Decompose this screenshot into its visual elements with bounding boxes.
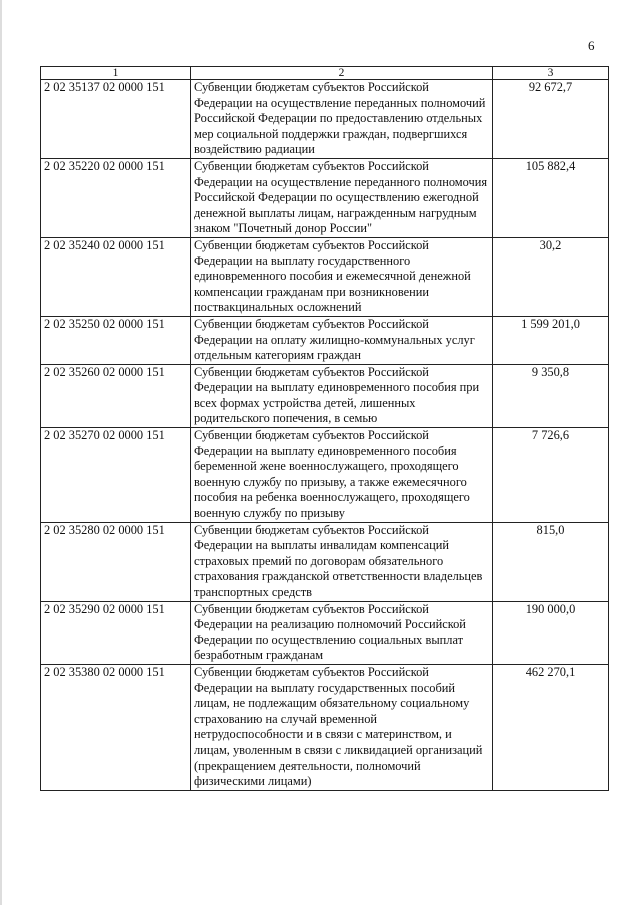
table-row [41, 316, 609, 364]
table-row [41, 80, 609, 159]
row-code: 2 02 35270 02 0000 151 [41, 428, 191, 523]
column-header-amount: 3 [493, 67, 609, 80]
row-code: 2 02 35290 02 0000 151 [41, 601, 191, 664]
table-header-row [41, 67, 609, 80]
row-code: 2 02 35137 02 0000 151 [41, 80, 191, 159]
row-amount: 462 270,1 [493, 664, 609, 790]
row-code: 2 02 35250 02 0000 151 [41, 316, 191, 364]
row-name: Субвенции бюджетам субъектов Российской Федерации на выплату государственного единовременного пособия и ежемесячной денежной компенсации гражданам при возникновении поствакцинальных осложнений [191, 237, 493, 316]
row-code: 2 02 35220 02 0000 151 [41, 158, 191, 237]
budget-table [40, 66, 609, 791]
column-header-name: 2 [191, 67, 493, 80]
row-name: Субвенции бюджетам субъектов Российской Федерации на осуществление переданного полномочия Российской Федерации по осуществлению ежегодной денежной выплаты лицам, награжденным нагрудным знаком "Почетный донор России" [191, 158, 493, 237]
table-row [41, 158, 609, 237]
row-amount: 9 350,8 [493, 364, 609, 427]
row-code: 2 02 35380 02 0000 151 [41, 664, 191, 790]
row-amount: 815,0 [493, 522, 609, 601]
table-row [41, 522, 609, 601]
row-code: 2 02 35260 02 0000 151 [41, 364, 191, 427]
table-row [41, 601, 609, 664]
table-row [41, 664, 609, 790]
row-name: Субвенции бюджетам субъектов Российской Федерации на выплату единовременного пособия при всех формах устройства детей, лишенных родительского попечения, в семью [191, 364, 493, 427]
row-name: Субвенции бюджетам субъектов Российской Федерации на выплату государственных пособий лицам, не подлежащим обязательному социальному страхованию на случай временной нетрудоспособности и в связи с материнством, и лицам, уволенным в связи с ликвидацией организаций (прекращением деятельности, полномочий физическими лицами) [191, 664, 493, 790]
row-name: Субвенции бюджетам субъектов Российской Федерации на реализацию полномочий Российской Федерации по осуществлению социальных выплат безработным гражданам [191, 601, 493, 664]
row-amount: 105 882,4 [493, 158, 609, 237]
row-amount: 7 726,6 [493, 428, 609, 523]
row-amount: 92 672,7 [493, 80, 609, 159]
row-name: Субвенции бюджетам субъектов Российской Федерации на осуществление переданных полномочий Российской Федерации по предоставлению отдельных мер социальной поддержки граждан, подвергшихся воздействию радиации [191, 80, 493, 159]
table-row [41, 237, 609, 316]
row-name: Субвенции бюджетам субъектов Российской Федерации на выплаты инвалидам компенсаций страховых премий по договорам обязательного страхования гражданской ответственности владельцев транспортных средств [191, 522, 493, 601]
scan-edge [0, 0, 2, 905]
row-name: Субвенции бюджетам субъектов Российской Федерации на оплату жилищно-коммунальных услуг отдельным категориям граждан [191, 316, 493, 364]
row-amount: 190 000,0 [493, 601, 609, 664]
table-row [41, 428, 609, 523]
row-amount: 30,2 [493, 237, 609, 316]
row-code: 2 02 35240 02 0000 151 [41, 237, 191, 316]
row-name: Субвенции бюджетам субъектов Российской Федерации на выплату единовременного пособия беременной жене военнослужащего, проходящего военную службу по призыву, а также ежемесячного пособия на ребенка военнослужащего, проходящего военную службу по призыву [191, 428, 493, 523]
column-header-code: 1 [41, 67, 191, 80]
row-amount: 1 599 201,0 [493, 316, 609, 364]
row-code: 2 02 35280 02 0000 151 [41, 522, 191, 601]
table-row [41, 364, 609, 427]
page-number: 6 [588, 38, 595, 53]
